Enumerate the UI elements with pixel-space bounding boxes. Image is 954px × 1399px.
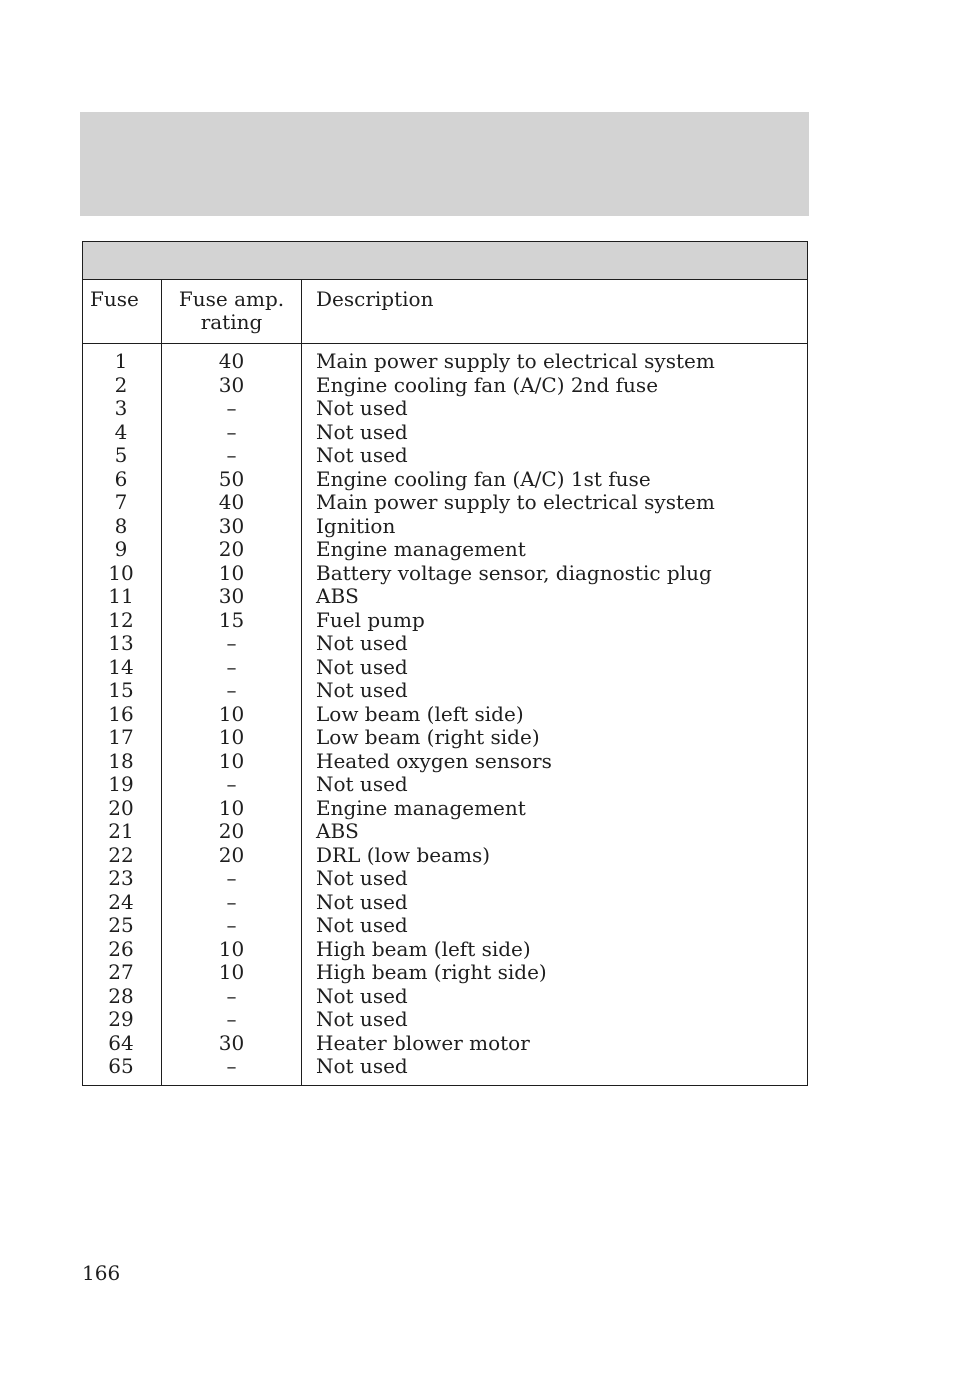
- fuse-amp-rating: 15: [218, 607, 245, 632]
- fuse-amp-rating: 30: [218, 513, 245, 538]
- table-row: [83, 656, 807, 680]
- fuse-description: Not used: [316, 866, 408, 890]
- fuse-amp-rating: 10: [218, 560, 245, 585]
- fuse-amp-rating: 30: [218, 1030, 245, 1055]
- fuse-number: 26: [108, 936, 134, 961]
- fuse-description: Not used: [316, 772, 408, 796]
- table-title-bar: [83, 242, 807, 280]
- fuse-amp-rating: –: [226, 631, 237, 655]
- fuse-number: 65: [108, 1054, 134, 1078]
- fuse-amp-rating: 50: [218, 466, 245, 491]
- fuse-number: 18: [108, 748, 134, 773]
- fuse-amp-rating: –: [226, 1007, 237, 1031]
- page-number: 166: [82, 1261, 121, 1285]
- table-row: [83, 985, 807, 1009]
- fuse-description: Not used: [316, 419, 408, 444]
- fuse-description: High beam (right side): [316, 960, 547, 984]
- fuse-number: 5: [114, 443, 128, 467]
- fuse-amp-rating: –: [226, 654, 237, 679]
- table-row: [83, 679, 807, 703]
- fuse-number: 14: [108, 654, 134, 679]
- fuse-number: 19: [108, 772, 134, 796]
- fuse-number: 11: [108, 584, 134, 608]
- table-row: [83, 961, 807, 985]
- table-row: [83, 632, 807, 656]
- table-row: [83, 421, 807, 445]
- fuse-amp-rating: –: [226, 443, 237, 467]
- table-row: [83, 797, 807, 821]
- fuse-description: Engine management: [316, 537, 526, 561]
- fuse-amp-rating: 10: [218, 725, 245, 749]
- fuse-amp-rating: –: [226, 772, 237, 796]
- fuse-amp-rating: –: [226, 678, 237, 702]
- fuse-description: Engine cooling fan (A/C) 2nd fuse: [316, 372, 659, 397]
- fuse-description: Not used: [316, 678, 408, 702]
- fuse-amp-rating: –: [226, 889, 237, 914]
- fuse-description: Engine cooling fan (A/C) 1st fuse: [316, 466, 651, 491]
- fuse-amp-rating: 30: [218, 372, 245, 397]
- fuse-description: Not used: [316, 1054, 408, 1078]
- fuse-description: Not used: [316, 913, 408, 937]
- fuse-description: Ignition: [316, 513, 396, 538]
- column-header-amp-line2: rating: [200, 310, 263, 334]
- fuse-description: Low beam (right side): [316, 725, 540, 749]
- table-row: [83, 773, 807, 797]
- fuse-amp-rating: 20: [218, 842, 245, 867]
- table-row: [83, 374, 807, 398]
- fuse-number: 21: [108, 819, 134, 843]
- fuse-number: 27: [108, 960, 134, 984]
- table-row: [83, 844, 807, 868]
- fuse-number: 8: [114, 513, 128, 538]
- fuse-description: Heated oxygen sensors: [316, 748, 552, 773]
- table-row: [83, 726, 807, 750]
- fuse-number: 6: [114, 466, 128, 491]
- fuse-number: 10: [108, 560, 134, 585]
- fuse-number: 9: [114, 537, 128, 561]
- column-header-amp-line1: Fuse amp.: [178, 287, 285, 311]
- fuse-amp-rating: 40: [218, 349, 245, 373]
- table-row: [83, 515, 807, 539]
- section-header-band: [80, 112, 809, 216]
- fuse-description: Main power supply to electrical system: [316, 349, 715, 373]
- table-row: [83, 397, 807, 421]
- fuse-amp-rating: 10: [218, 795, 245, 820]
- fuse-description: Not used: [316, 654, 408, 679]
- fuse-number: 29: [108, 1007, 134, 1031]
- column-header-description: Description: [316, 287, 434, 311]
- fuse-number: 13: [108, 631, 134, 655]
- fuse-number: 28: [108, 983, 134, 1008]
- table-row: [83, 891, 807, 915]
- fuse-number: 20: [108, 795, 134, 820]
- table-row: [83, 703, 807, 727]
- fuse-number: 12: [108, 607, 134, 632]
- fuse-description: DRL (low beams): [316, 842, 491, 867]
- fuse-amp-rating: –: [226, 396, 237, 420]
- fuse-number: 2: [114, 372, 128, 397]
- fuse-amp-rating: 10: [218, 960, 245, 984]
- table-row: [83, 1055, 807, 1079]
- table-row: [83, 938, 807, 962]
- fuse-amp-rating: 10: [218, 748, 245, 773]
- fuse-number: 16: [108, 701, 134, 726]
- fuse-description: Not used: [316, 396, 408, 420]
- fuse-table: [82, 241, 808, 1086]
- table-row: [83, 538, 807, 562]
- fuse-amp-rating: 20: [218, 819, 245, 843]
- table-row: [83, 1032, 807, 1056]
- fuse-description: Not used: [316, 631, 408, 655]
- table-row: [83, 350, 807, 374]
- fuse-amp-rating: 20: [218, 537, 245, 561]
- fuse-amp-rating: –: [226, 419, 237, 444]
- fuse-amp-rating: 10: [218, 701, 245, 726]
- fuse-description: Not used: [316, 983, 408, 1008]
- fuse-number: 17: [108, 725, 134, 749]
- fuse-number: 23: [108, 866, 134, 890]
- table-row: [83, 562, 807, 586]
- fuse-description: Engine management: [316, 795, 526, 820]
- fuse-rows: [83, 350, 807, 1079]
- table-row: [83, 914, 807, 938]
- table-row: [83, 1008, 807, 1032]
- table-row: [83, 444, 807, 468]
- column-header-fuse: Fuse: [90, 287, 139, 311]
- fuse-description: Not used: [316, 1007, 408, 1031]
- fuse-number: 64: [108, 1030, 134, 1055]
- fuse-amp-rating: –: [226, 1054, 237, 1078]
- header-divider: [83, 343, 807, 344]
- fuse-amp-rating: 40: [218, 490, 245, 514]
- table-row: [83, 750, 807, 774]
- fuse-amp-rating: 10: [218, 936, 245, 961]
- fuse-number: 4: [114, 419, 128, 444]
- fuse-amp-rating: 30: [218, 584, 245, 608]
- column-header-amp-rating: [162, 288, 301, 334]
- fuse-description: ABS: [316, 819, 359, 843]
- table-row: [83, 867, 807, 891]
- table-row: [83, 820, 807, 844]
- table-row: [83, 585, 807, 609]
- fuse-description: Low beam (left side): [316, 701, 524, 726]
- fuse-number: 24: [108, 889, 134, 914]
- table-row: [83, 609, 807, 633]
- fuse-number: 3: [114, 396, 128, 420]
- fuse-number: 7: [114, 490, 128, 514]
- fuse-description: Fuel pump: [316, 607, 425, 632]
- fuse-description: ABS: [316, 584, 359, 608]
- fuse-description: Not used: [316, 889, 408, 914]
- fuse-amp-rating: –: [226, 983, 237, 1008]
- fuse-amp-rating: –: [226, 866, 237, 890]
- fuse-description: Battery voltage sensor, diagnostic plug: [316, 560, 712, 585]
- table-row: [83, 491, 807, 515]
- fuse-number: 25: [108, 913, 134, 937]
- fuse-description: Main power supply to electrical system: [316, 490, 715, 514]
- fuse-description: Not used: [316, 443, 408, 467]
- fuse-description: High beam (left side): [316, 936, 531, 961]
- fuse-number: 22: [108, 842, 134, 867]
- fuse-amp-rating: –: [226, 913, 237, 937]
- fuse-number: 1: [114, 349, 128, 373]
- fuse-number: 15: [108, 678, 134, 702]
- fuse-description: Heater blower motor: [316, 1030, 530, 1055]
- table-row: [83, 468, 807, 492]
